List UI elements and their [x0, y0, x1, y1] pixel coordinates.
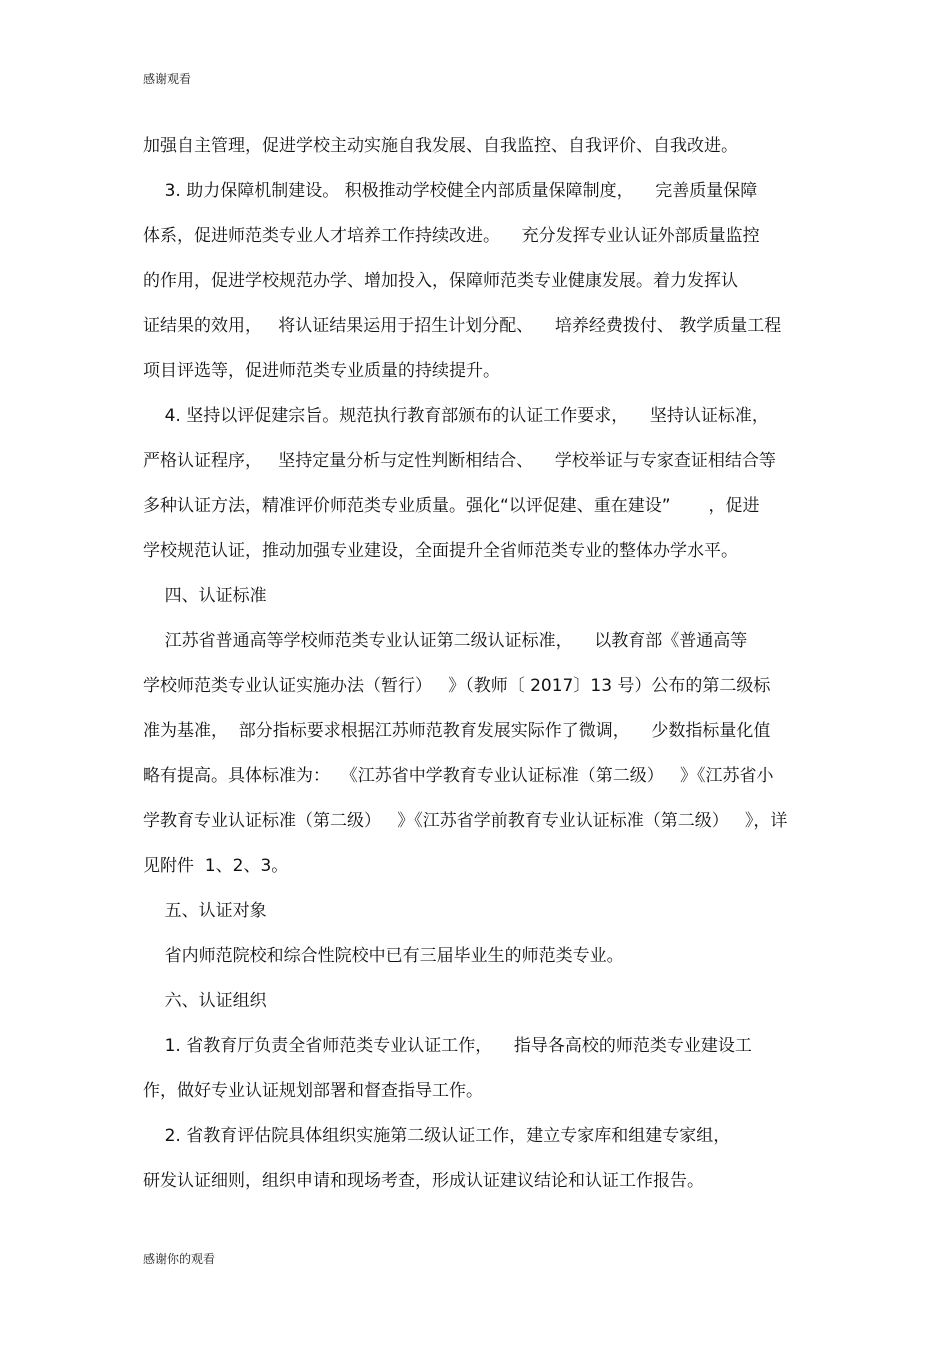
body-line: 证结果的效用， 将认证结果运用于招生计划分配、 培养经费拨付、 教学质量工程 — [143, 316, 782, 336]
body-line: 省内师范院校和综合性院校中已有三届毕业生的师范类专业。 — [143, 946, 624, 966]
body-line: 3. 助力保障机制建设。 积极推动学校健全内部质量保障制度， 完善质量保障 — [143, 181, 758, 201]
body-line: 学教育专业认证标准（第二级） 》《江苏省学前教育专业认证标准（第二级） 》，详 — [143, 811, 788, 831]
body-line: 学校师范类专业认证实施办法（暂行） 》（教师〔 2017〕13 号）公布的第二级标 — [143, 676, 771, 696]
body-line: 1. 省教育厅负责全省师范类专业认证工作， 指导各高校的师范类专业建设工 — [143, 1036, 752, 1056]
page-header: 感谢观看 — [143, 72, 192, 86]
body-line: 作，做好专业认证规划部署和督查指导工作。 — [143, 1081, 483, 1101]
body-line: 的作用，促进学校规范办学、增加投入，保障师范类专业健康发展。着力发挥认 — [143, 271, 738, 291]
body-line: 严格认证程序， 坚持定量分析与定性判断相结合、 学校举证与专家查证相结合等 — [143, 451, 776, 471]
section-heading: 五、认证对象 — [143, 901, 267, 921]
body-line: 见附件 1、2、3。 — [143, 856, 289, 876]
page-footer: 感谢你的观看 — [143, 1252, 216, 1266]
section-heading: 四、认证标准 — [143, 586, 267, 606]
body-line: 项目评选等，促进师范类专业质量的持续提升。 — [143, 361, 500, 381]
body-line: 准为基准， 部分指标要求根据江苏师范教育发展实际作了微调， 少数指标量化值 — [143, 721, 771, 741]
body-line: 略有提高。具体标准为： 《江苏省中学教育专业认证标准（第二级） 》《江苏省小 — [143, 766, 774, 786]
body-line: 4. 坚持以评促建宗旨。规范执行教育部颁布的认证工作要求， 坚持认证标准， — [143, 406, 769, 426]
body-line: 学校规范认证，推动加强专业建设，全面提升全省师范类专业的整体办学水平。 — [143, 541, 738, 561]
section-heading: 六、认证组织 — [143, 991, 267, 1011]
body-line: 江苏省普通高等学校师范类专业认证第二级认证标准， 以教育部《普通高等 — [143, 631, 748, 651]
body-line: 体系，促进师范类专业人才培养工作持续改进。 充分发挥专业认证外部质量监控 — [143, 226, 760, 246]
body-line: 2. 省教育评估院具体组织实施第二级认证工作，建立专家库和组建专家组， — [143, 1126, 731, 1146]
body-line: 多种认证方法，精准评价师范类专业质量。强化“以评促建、重在建设” ，促进 — [143, 496, 760, 516]
body-line: 加强自主管理，促进学校主动实施自我发展、自我监控、自我评价、自我改进。 — [143, 136, 738, 156]
body-line: 研发认证细则，组织申请和现场考查，形成认证建议结论和认证工作报告。 — [143, 1171, 704, 1191]
